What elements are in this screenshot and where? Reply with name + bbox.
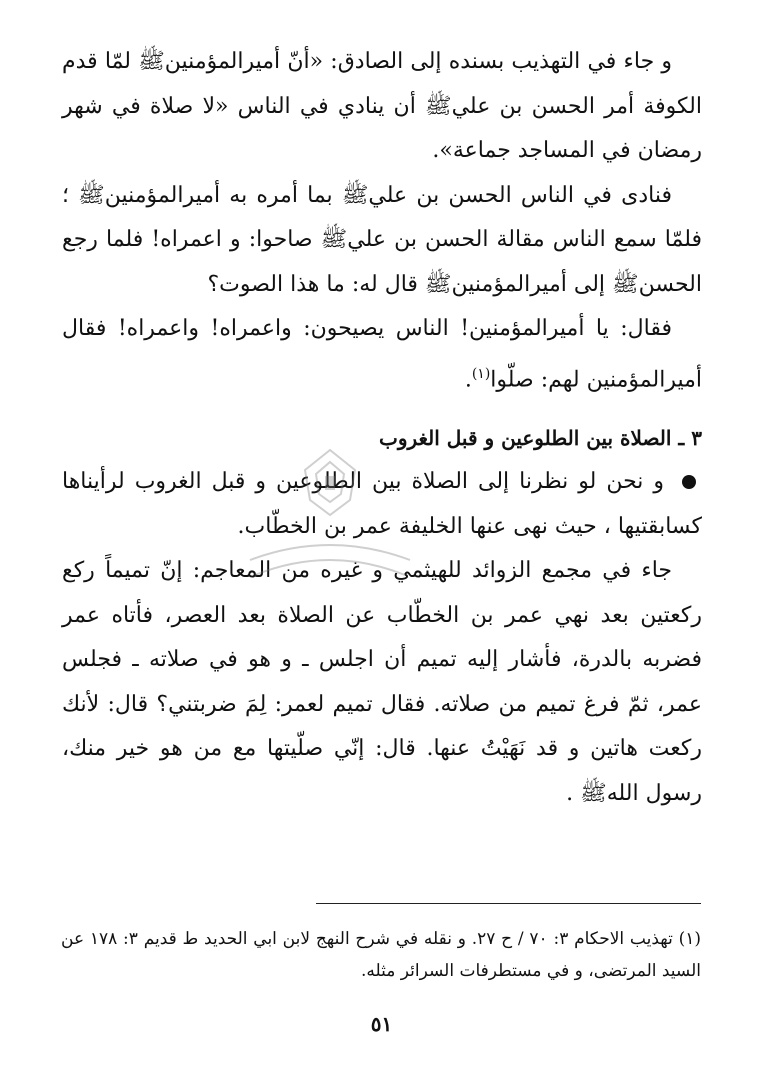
paragraph-3: [62, 307, 702, 402]
paragraph-5: جاء في مجمع الزوائد للهيثمي و غيره من المعاجم: إنّ تميماً ركع ركعتين بعد نهي عمر بن الخطّاب عن الصلاة بعد العصر، فأتاه عمر فضربه بالدرة، فأشار إليه تميم أن اجلس ـ و هو في صلاته ـ فجلس عمر، ثمّ فرغ تميم من صلاته. فقال تميم لعمر: لِمَ ضربتني؟ قال: لأنك ركعت هاتين و قد نَهَيْتُ عنها. قال: إنّي صلّيتها مع من هو خير منك، رسول اللهﷺ .: [62, 558, 702, 806]
paragraph-4-text: و نحن لو نظرنا إلى الصلاة بين الطلوعين و قبل الغروب لرأيناها كسابقتيها ، حيث نهى عنها الخليفة عمر بن الخطّاب.: [62, 469, 702, 539]
paragraph-1: و جاء في التهذيب بسنده إلى الصادق: «أنّ أميرالمؤمنينﷺ لمّا قدم الكوفة أمر الحسن بن عليﷺ أن ينادي في الناس «لا صلاة في شهر رمضان في المساجد جماعة».: [62, 49, 702, 163]
paragraph-4: [62, 460, 702, 549]
footnote-ref[interactable]: (١): [471, 365, 491, 382]
page-number: ٥١: [370, 1012, 393, 1036]
footnote-divider: [316, 903, 701, 904]
paragraph-2: فنادى في الناس الحسن بن عليﷺ بما أمره به أميرالمؤمنينﷺ ؛ فلمّا سمع الناس مقالة الحسن بن عليﷺ صاحوا: و اعمراه! فلما رجع الحسنﷺ إلى أميرالمؤمنينﷺ قال له: ما هذا الصوت؟: [62, 182, 702, 297]
section-heading: ٣ ـ الصلاة بين الطلوعين و قبل الغروب: [378, 426, 702, 451]
page-body: [62, 40, 702, 1050]
footnote: (١) تهذيب الاحكام ٣: ٧٠ / ح ٢٧. و نقله في شرح النهج لابن ابي الحديد ط قديم ٣: ١٧٨ عن السيد المرتضى، و في مستطرفات السرائر مثله.: [61, 929, 701, 981]
bullet-icon: [682, 475, 696, 489]
paragraph-3-end: .: [464, 366, 472, 392]
paragraph-3-text: فقال: يا أميرالمؤمنين! الناس يصيحون: واعمراه! واعمراه! فقال أميرالمؤمنين لهم: صلّوا: [62, 316, 702, 392]
